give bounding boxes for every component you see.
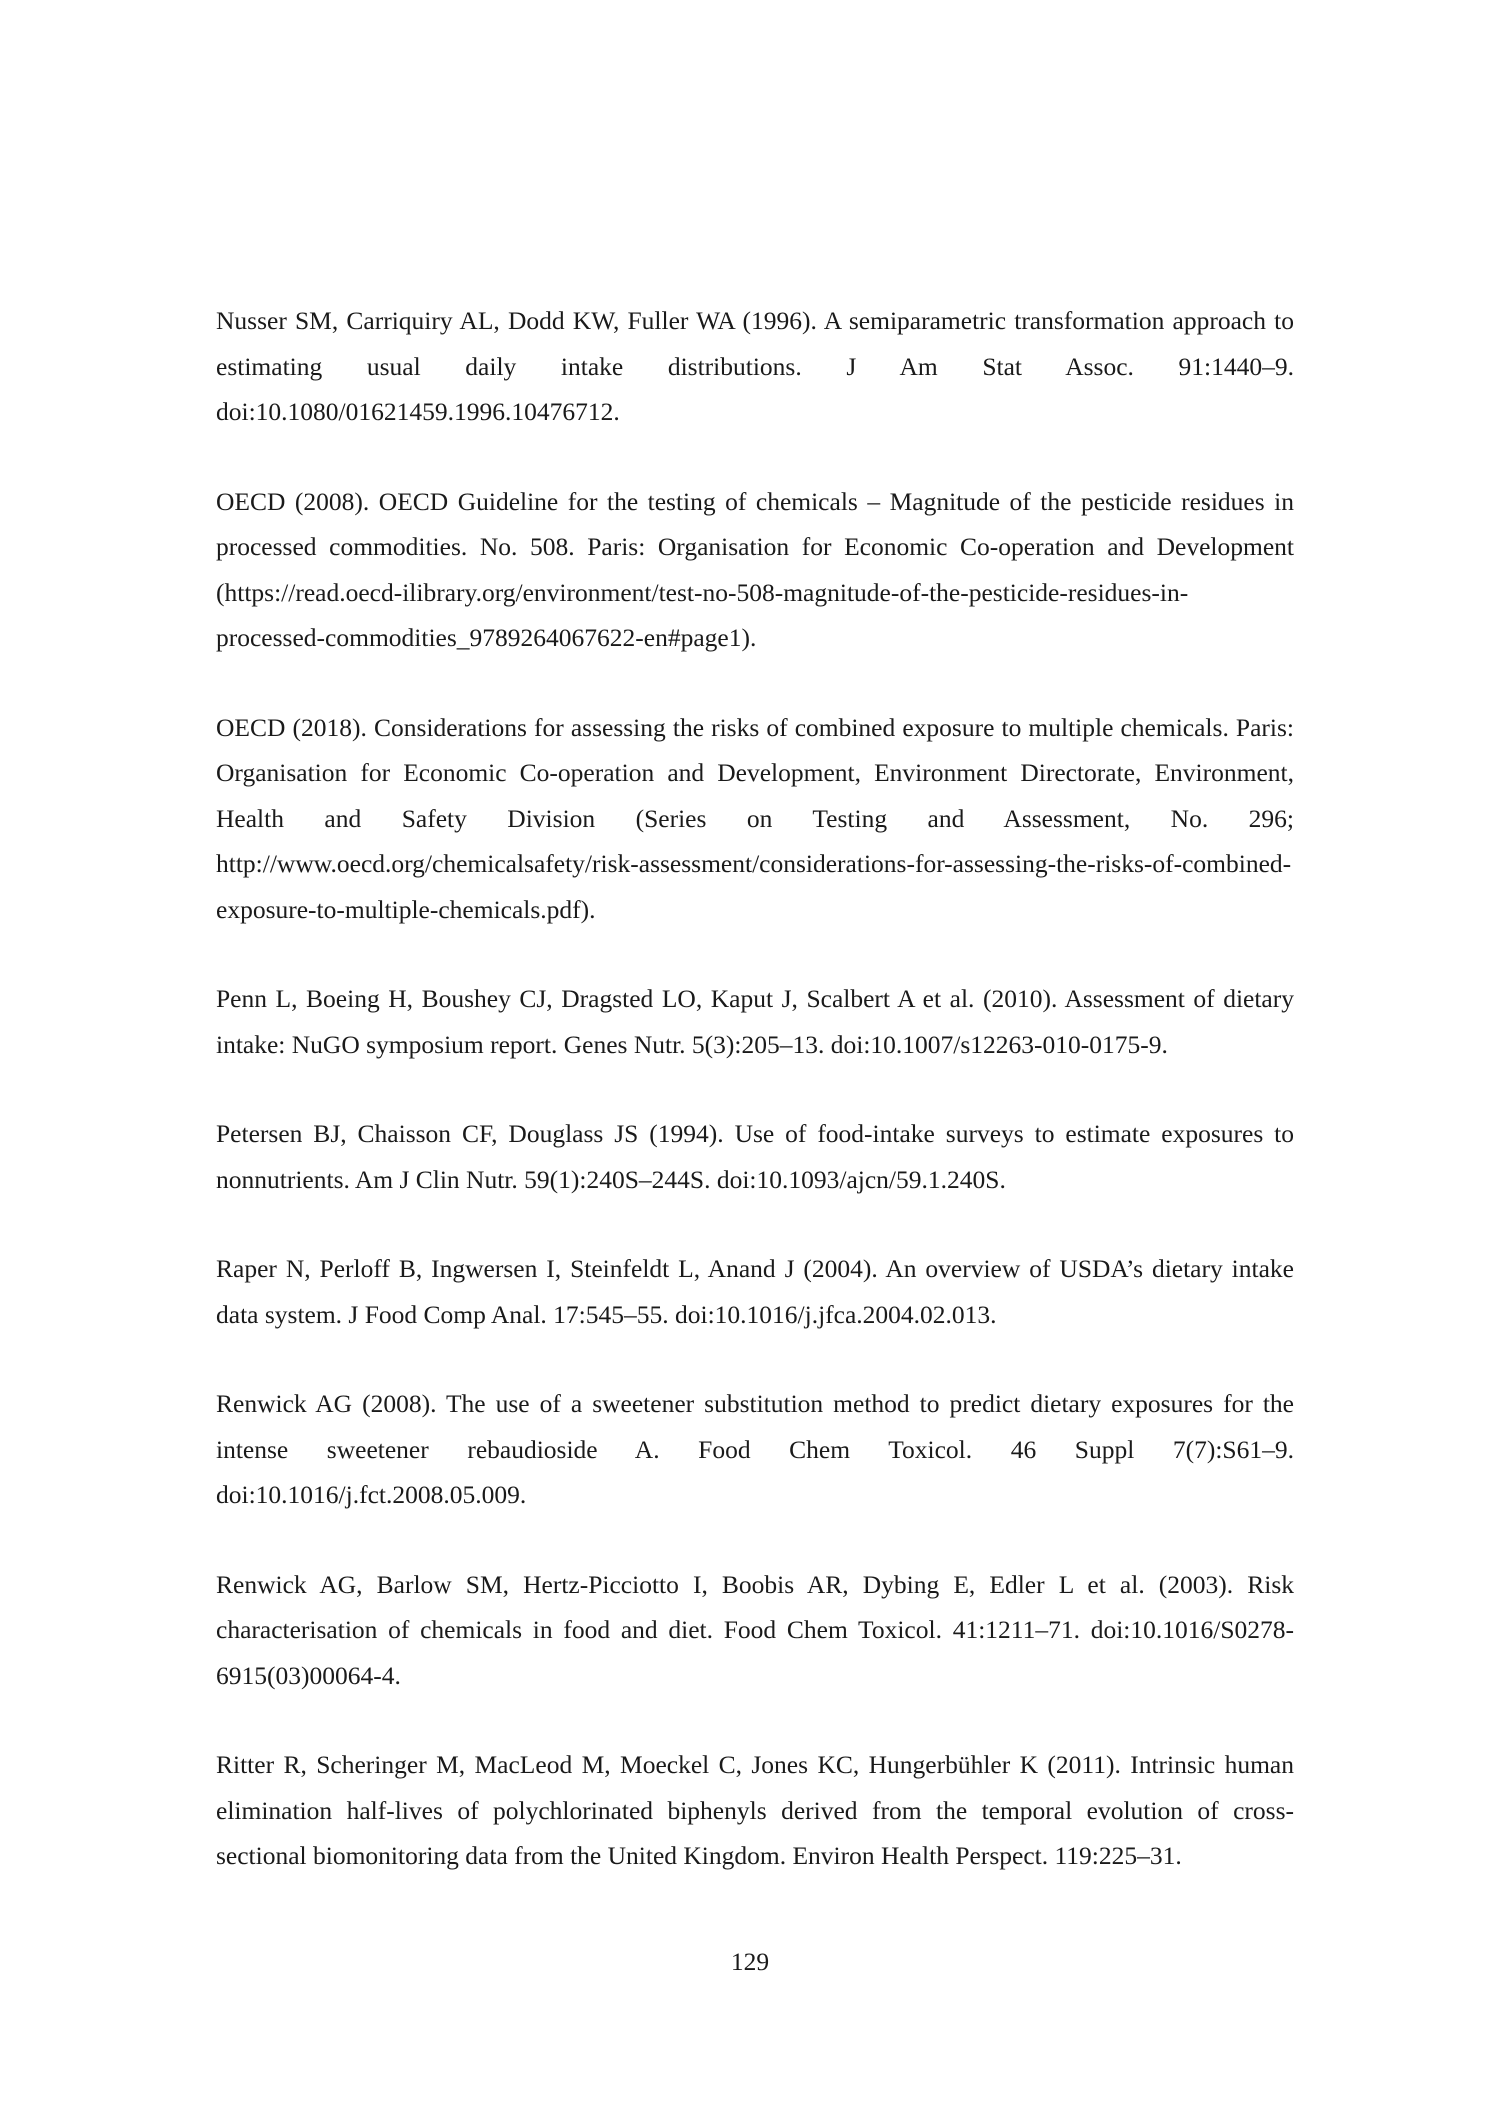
reference-penn-2010: Penn L, Boeing H, Boushey CJ, Dragsted LO, Kaput J, Scalbert A et al. (2010). Assessment of dietary intake: NuGO symposium report. Genes Nutr. 5(3):205–13. doi:10.1007/s12263-010-0175-9. [216, 984, 1294, 1059]
reference-oecd-2018: OECD (2018). Considerations for assessing the risks of combined exposure to multiple chemicals. Paris: Organisation for Economic Co-operation and Development, Environment Directorate, Environment, Health and Safety Division (Series on Testing and Assessment, No. 296; http://www.oecd.org/chemicalsafety/risk-assessment/considerations-for-assessing-the-risks-of-combined-exposure-to-multiple-chemicals.pdf). [216, 712, 1294, 924]
reference-ritter-2011: Ritter R, Scheringer M, MacLeod M, Moeckel C, Jones KC, Hungerbühler K (2011). Intrinsic human elimination half-lives of polychlorinated biphenyls derived from the temporal evolution of cross-sectional biomonitoring data from the United Kingdom. Environ Health Perspect. 119:225–31. [216, 1750, 1294, 1870]
reference-renwick-2008: Renwick AG (2008). The use of a sweetener substitution method to predict dietary exposures for the intense sweetener rebaudioside A. Food Chem Toxicol. 46 Suppl 7(7):S61–9. doi:10.1016/j.fct.2008.05.009. [216, 1389, 1294, 1509]
reference-list [216, 298, 1294, 1923]
reference-renwick-2003: Renwick AG, Barlow SM, Hertz-Picciotto I, Boobis AR, Dybing E, Edler L et al. (2003). Risk characterisation of chemicals in food and diet. Food Chem Toxicol. 41:1211–71. doi:10.1016/S0278-6915(03)00064-4. [216, 1569, 1294, 1690]
reference-raper-2004: Raper N, Perloff B, Ingwersen I, Steinfeldt L, Anand J (2004). An overview of USDA’s dietary intake data system. J Food Comp Anal. 17:545–55. doi:10.1016/j.jfca.2004.02.013. [216, 1254, 1294, 1329]
reference-nusser-1996: Nusser SM, Carriquiry AL, Dodd KW, Fuller WA (1996). A semiparametric transformation approach to estimating usual daily intake distributions. J Am Stat Assoc. 91:1440–9. doi:10.1080/01621459.1996.10476712. [216, 306, 1294, 426]
reference-petersen-1994: Petersen BJ, Chaisson CF, Douglass JS (1994). Use of food-intake surveys to estimate exposures to nonnutrients. Am J Clin Nutr. 59(1):240S–244S. doi:10.1093/ajcn/59.1.240S. [216, 1119, 1294, 1194]
page-number: 129 [730, 1947, 770, 1976]
reference-oecd-2008: OECD (2008). OECD Guideline for the testing of chemicals – Magnitude of the pesticide residues in processed commodities. No. 508. Paris: Organisation for Economic Co-operation and Development (https://read.oecd-ilibrary.org/environment/test-no-508-magnitude-of-the-pesticide-residues-in-processed-commodities_9789264067622-en#page1). [216, 486, 1294, 652]
